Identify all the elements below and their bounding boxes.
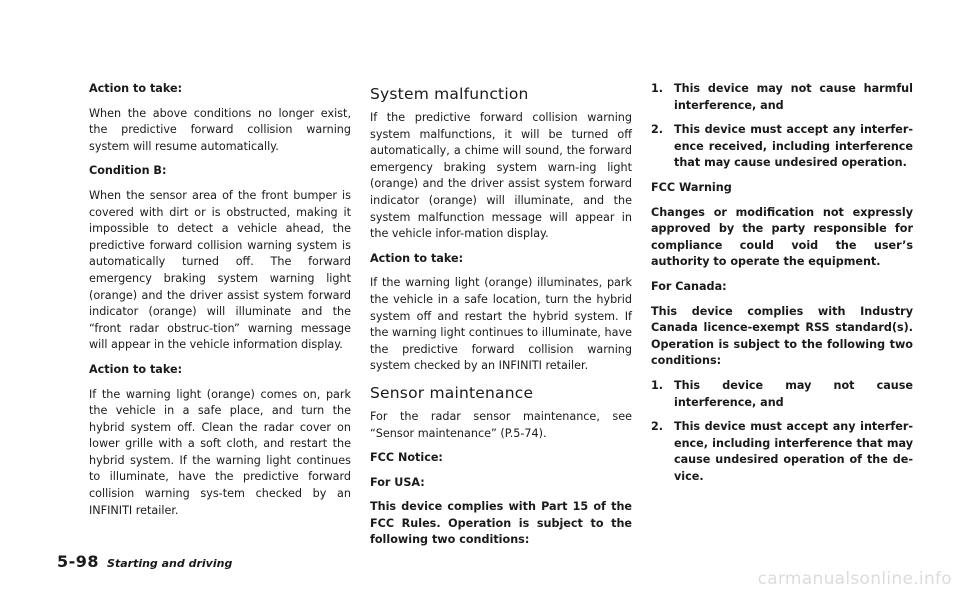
list-item-number: 2.	[651, 123, 664, 137]
action-to-take-label-3: Action to take:	[370, 251, 464, 265]
for-usa-label: For USA:	[370, 475, 425, 489]
sensor-maintenance-heading: Sensor maintenance	[370, 383, 534, 402]
list-item-number: 1.	[651, 378, 664, 392]
action-to-take-label: Action to take:	[89, 82, 183, 95]
action-to-take-text-3: If the warning light (orange) illuminates, park the vehicle in a safe location, turn the hybrid system off and restart the hybrid system. If the warning light continues to illuminate, have the predictive forward collision warning system checked by an INFINITI retailer.	[370, 276, 632, 373]
condition-b-label: Condition B:	[89, 164, 167, 178]
list-item	[651, 378, 913, 411]
action-to-take-label-2: Action to take:	[89, 362, 183, 376]
fcc-warning-text: Changes or modification not expressly approved by the party responsible for compliance could void the user’s authority to operate the equipment.	[651, 205, 913, 269]
list-item	[651, 81, 913, 114]
list-item	[651, 122, 913, 172]
sensor-maintenance-text: For the radar sensor maintenance, see “Sensor maintenance” (P.5-74).	[370, 409, 632, 440]
list-item-text: This device must accept any interfer-ence, including interference that may cause undesired operation of the de-vice.	[674, 420, 913, 483]
section-title: Starting and driving	[107, 557, 233, 570]
list-item-text: This device may not cause harmful interference, and	[674, 82, 913, 112]
list-item-number: 1.	[651, 82, 664, 95]
action-to-take-text: When the above conditions no longer exist, the predictive forward collision warning system will resume automatically.	[89, 106, 351, 153]
list-item-text: This device must accept any interfer-ence received, including interference that may cause undesired operation.	[674, 123, 913, 170]
condition-b-text: When the sensor area of the front bumper is covered with dirt or is obstructed, making it impossible to detect a vehicle ahead, the predictive forward collision warning system is automatically turned off. The forward emergency braking system warning light (orange) and the driver assist system forward indicator (orange) will illuminate and the “front radar obstruc-tion” warning message will appear in the vehicle information display.	[89, 188, 351, 352]
column-right	[651, 81, 913, 493]
canada-compliance-text: This device complies with Industry Canada licence-exempt RSS standard(s). Operation is subject to the following two conditions:	[651, 304, 913, 368]
page-number: 5-98	[57, 552, 100, 571]
watermark: carmanualsonline.info	[757, 569, 952, 589]
fcc-notice-label: FCC Notice:	[370, 451, 443, 465]
system-malfunction-heading: System malfunction	[370, 85, 529, 103]
usa-compliance-text: This device complies with Part 15 of the FCC Rules. Operation is subject to the following two conditions:	[370, 500, 632, 547]
for-canada-label: For Canada:	[651, 279, 727, 293]
system-malfunction-text: If the predictive forward collision warning system malfunctions, it will be turned off automatically, a chime will sound, the forward emergency braking system warn-ing light (orange) and the driver assist system forward indicator (orange) will illuminate, and the system malfunction message will appear in the vehicle infor-mation display.	[370, 111, 632, 241]
list-item	[651, 419, 913, 485]
action-to-take-text-2: If the warning light (orange) comes on, park the vehicle in a safe place, and turn the hybrid system off. Clean the radar cover on lower grille with a soft cloth, and restart the hybrid system. If the warning light continues to illuminate, have the predictive forward collision warning sys-tem checked by an INFINITI retailer.	[89, 387, 351, 517]
column-left	[89, 81, 351, 527]
page-footer	[57, 552, 232, 571]
column-middle	[370, 81, 632, 557]
list-item-number: 2.	[651, 420, 664, 434]
list-item-text: This device may not cause interference, and	[674, 378, 913, 409]
fcc-warning-label: FCC Warning	[651, 180, 732, 194]
